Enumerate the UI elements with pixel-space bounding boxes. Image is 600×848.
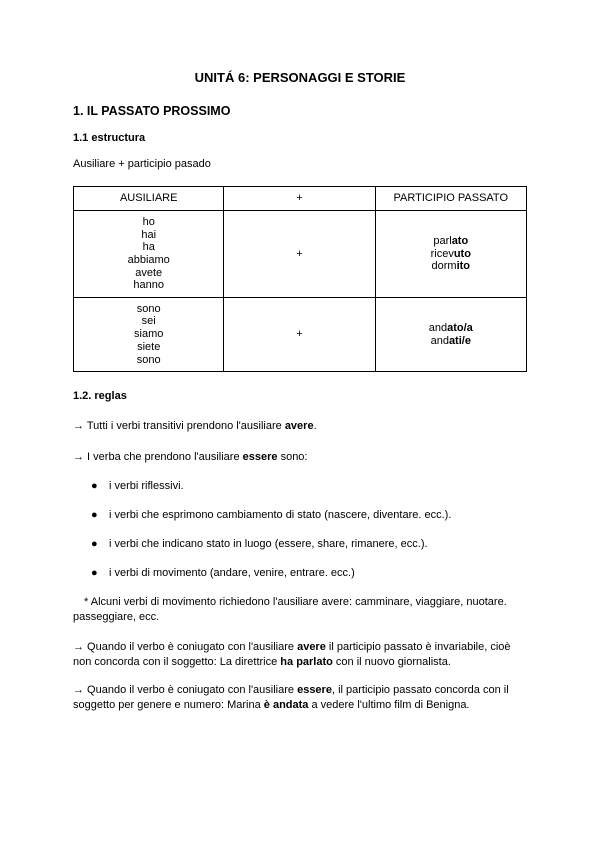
table-row bbox=[74, 298, 527, 372]
rule-text: . bbox=[313, 420, 317, 432]
list-item: i verbi che esprimono cambiamento di stato (nascere, diventare. ecc.). bbox=[109, 509, 452, 521]
formula-text: Ausiliare + participio pasado bbox=[73, 158, 211, 170]
aux-form: siete bbox=[137, 340, 161, 353]
bullet-icon: ● bbox=[91, 567, 98, 579]
participle-cell bbox=[375, 211, 526, 298]
aux-form: avete bbox=[135, 266, 163, 279]
plus-cell: + bbox=[224, 298, 375, 372]
list-item: i verbi che indicano stato in luogo (essere, share, rimanere, ecc.). bbox=[109, 538, 428, 550]
rule-text: non concorda con il soggetto: La direttrice bbox=[73, 656, 281, 668]
rule-emphasis: ha parlato bbox=[280, 656, 333, 668]
rule-avere-agreement bbox=[73, 640, 533, 655]
participle-stem: dorm bbox=[431, 260, 457, 273]
participle-ending: ito bbox=[456, 260, 471, 273]
participle bbox=[376, 335, 526, 348]
rule-avere bbox=[73, 419, 533, 434]
rule-text: → Quando il verbo è coniugato con l'ausiliare bbox=[73, 684, 298, 696]
note-line: * Alcuni verbi di movimento richiedono l'ausiliare avere: camminare, viaggiare, nuotare. bbox=[84, 596, 507, 608]
conjugation-table bbox=[73, 186, 527, 372]
participle-stem: parl bbox=[433, 234, 452, 247]
table-row bbox=[74, 211, 527, 298]
aux-form: siamo bbox=[134, 328, 164, 341]
table-header-cell: PARTICIPIO PASSATO bbox=[375, 187, 526, 211]
aux-form: sono bbox=[136, 302, 161, 315]
rule-essere-agreement-cont bbox=[73, 698, 533, 713]
subsection-heading-rules: 1.2. reglas bbox=[73, 390, 127, 402]
participle-ending: ato bbox=[451, 234, 469, 247]
participle bbox=[376, 322, 526, 335]
rule-text: , il participio passato concorda con il bbox=[331, 684, 509, 696]
aux-form: hai bbox=[141, 228, 157, 241]
bullet-icon: ● bbox=[91, 509, 98, 521]
rule-text: a vedere l'ultimo film di Benigna. bbox=[308, 699, 470, 711]
aux-form: sono bbox=[136, 353, 161, 366]
aux-form: hanno bbox=[133, 279, 164, 292]
rule-emphasis: avere bbox=[284, 420, 314, 432]
list-item: i verbi riflessivi. bbox=[109, 480, 184, 492]
rule-text: → I verba che prendono l'ausiliare bbox=[73, 451, 243, 463]
aux-form: ho bbox=[142, 215, 155, 228]
list-item: i verbi di movimento (andare, venire, entrare. ecc.) bbox=[109, 567, 355, 579]
rule-emphasis: essere bbox=[297, 684, 332, 696]
table-header-row bbox=[74, 187, 527, 211]
participle bbox=[376, 248, 526, 261]
rule-essere bbox=[73, 450, 533, 465]
rule-emphasis: avere bbox=[297, 641, 326, 653]
note-line: passeggiare, ecc. bbox=[73, 611, 160, 623]
rule-text: → Quando il verbo è coniugato con l'ausiliare bbox=[73, 641, 298, 653]
aux-form: abbiamo bbox=[127, 254, 170, 266]
rule-text: sono: bbox=[277, 451, 308, 463]
participle-cell bbox=[375, 298, 526, 372]
participle-ending: ato/a bbox=[447, 321, 473, 334]
subsection-heading-structure: 1.1 estructura bbox=[73, 132, 146, 144]
rule-essere-agreement bbox=[73, 683, 533, 698]
aux-form: sei bbox=[141, 315, 156, 328]
rule-text: soggetto per genere e numero: Marina bbox=[73, 699, 264, 711]
participle-stem: and bbox=[428, 321, 448, 334]
participle bbox=[376, 260, 526, 273]
participle-stem: ricev bbox=[430, 247, 454, 260]
section-heading: 1. IL PASSATO PROSSIMO bbox=[73, 104, 231, 118]
table-header-cell: + bbox=[224, 187, 375, 211]
participle bbox=[376, 235, 526, 248]
participle-stem: and bbox=[430, 334, 449, 347]
rule-emphasis: è andata bbox=[263, 699, 309, 711]
rule-emphasis: essere bbox=[242, 451, 278, 463]
table-header-cell: AUSILIARE bbox=[74, 187, 224, 211]
aux-cell-avere bbox=[74, 211, 224, 298]
aux-form: ha bbox=[142, 241, 155, 254]
participle-ending: ati/e bbox=[448, 334, 471, 347]
page-title: UNITÁ 6: PERSONAGGI E STORIE bbox=[194, 70, 406, 85]
rule-text: il participio passato è invariabile, cioè bbox=[325, 641, 511, 653]
bullet-icon: ● bbox=[91, 538, 98, 550]
participle-ending: uto bbox=[453, 247, 471, 260]
bullet-icon: ● bbox=[91, 480, 98, 492]
aux-cell-essere bbox=[74, 298, 224, 372]
rule-text: → Tutti i verbi transitivi prendono l'ausiliare bbox=[73, 420, 285, 432]
rule-avere-agreement-cont bbox=[73, 655, 533, 670]
plus-cell: + bbox=[224, 211, 375, 298]
rule-text: con il nuovo giornalista. bbox=[332, 656, 451, 668]
